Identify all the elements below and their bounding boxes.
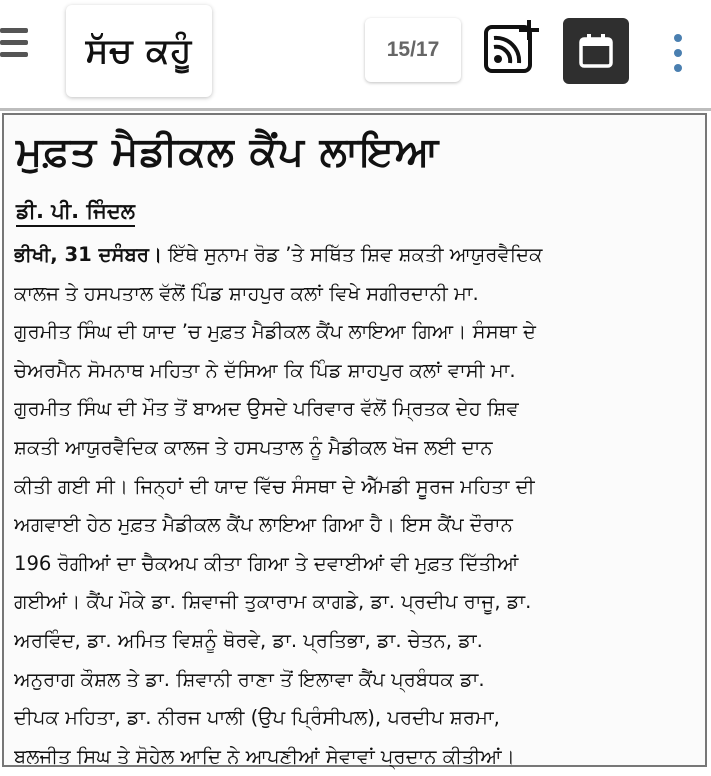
- logo-text: ਸੱਚ ਕਹੂੰ: [85, 31, 193, 71]
- article-line: ਭੀਖੀ, 31 ਦਸੰਬਰ। ਇੱਥੇ ਸੁਨਾਮ ਰੋਡ ’ਤੇ ਸਥਿੱਤ ਸ਼ਿਵ ਸ਼ਕਤੀ ਆਯੁਰਵੈਦਿਕ: [14, 243, 543, 266]
- article-body: [14, 236, 697, 776]
- more-vertical-icon[interactable]: [670, 34, 686, 80]
- article-dateline: ਭੀਖੀ, 31 ਦਸੰਬਰ।: [14, 243, 163, 266]
- article-headline: ਮੁਫ਼ਤ ਮੈਡੀਕਲ ਕੈਂਪ ਲਾਇਆ: [16, 129, 440, 175]
- article-line: ਗਈਆਂ। ਕੈਂਪ ਮੌਕੇ ਡਾ. ਸ਼ਿਵਾਜੀ ਤੁਕਾਰਾਮ ਕਾਗਡੇ, ਡਾ. ਪ੍ਰਦੀਪ ਰਾਜੂ, ਡਾ.: [14, 590, 532, 614]
- article-line: ਗੁਰਮੀਤ ਸਿੰਘ ਦੀ ਯਾਦ ’ਚ ਮੁਫ਼ਤ ਮੈਡੀਕਲ ਕੈਂਪ ਲਾਇਆ ਗਿਆ। ਸੰਸਥਾ ਦੇ: [14, 320, 537, 344]
- menu-icon[interactable]: [0, 28, 30, 60]
- article-line: ਦੀਪਕ ਮਹਿਤਾ, ਡਾ. ਨੀਰਜ ਪਾਲੀ (ਉਪ ਪ੍ਰਿੰਸੀਪਲ), ਪਰਦੀਪ ਸ਼ਰਮਾ,: [14, 706, 500, 730]
- article-line: ਅਨੁਰਾਗ ਕੌਸ਼ਲ ਤੇ ਡਾ. ਸ਼ਿਵਾਨੀ ਰਾਣਾ ਤੋਂ ਇਲਾਵਾ ਕੈਂਪ ਪ੍ਰਬੰਧਕ ਡਾ.: [14, 667, 485, 691]
- page-indicator-text: 15/17: [386, 38, 440, 61]
- article-line: ਅਗਵਾਈ ਹੇਠ ਮੁਫ਼ਤ ਮੈਡੀਕਲ ਕੈਂਪ ਲਾਇਆ ਗਿਆ ਹੈ। ਇਸ ਕੈਂਪ ਦੌਰਾਨ: [14, 513, 513, 537]
- page-indicator-button[interactable]: [365, 18, 461, 82]
- article-line: ਕੀਤੀ ਗਈ ਸੀ। ਜਿਨ੍ਹਾਂ ਦੀ ਯਾਦ ਵਿੱਚ ਸੰਸਥਾ ਦੇ ਐੱਮਡੀ ਸੂਰਜ ਮਹਿਤਾ ਦੀ: [14, 474, 535, 498]
- news-clipping: [2, 113, 707, 767]
- article-byline: ਡੀ. ਪੀ. ਜਿੰਦਲ: [16, 199, 135, 227]
- article-line: ਅਰਵਿੰਦ, ਡਾ. ਅਮਿਤ ਵਿਸ਼ਨੂੰ ਥੋਰਵੇ, ਡਾ. ਪ੍ਰਤਿਭਾ, ਡਾ. ਚੇਤਨ, ਡਾ.: [14, 628, 483, 652]
- rss-add-icon[interactable]: [483, 18, 543, 78]
- header-divider: [0, 108, 711, 111]
- article-line: ਬਲਜੀਤ ਸਿਘ ਤੇ ਸੋਹੇਲ ਆਦਿ ਨੇ ਆਪਣੀਆਂ ਸੇਵਾਵਾਂ ਪ੍ਰਦਾਨ ਕੀਤੀਆਂ।: [14, 744, 516, 768]
- article-line: ਗੁਰਮੀਤ ਸਿੰਘ ਦੀ ਮੌਤ ਤੋਂ ਬਾਅਦ ਉਸਦੇ ਪਰਿਵਾਰ ਵੱਲੋਂ ਮ੍ਰਿਤਕ ਦੇਹ ਸ਼ਿਵ: [14, 397, 519, 421]
- top-app-bar: [0, 0, 711, 108]
- article-line: ਸ਼ਕਤੀ ਆਯੁਰਵੈਦਿਕ ਕਾਲਜ ਤੇ ਹਸਪਤਾਲ ਨੂੰ ਮੈਡੀਕਲ ਖੋਜ ਲਈ ਦਾਨ: [14, 435, 493, 459]
- calendar-button[interactable]: [563, 18, 629, 84]
- article-line: 196 ਰੋਗੀਆਂ ਦਾ ਚੈਕਅਪ ਕੀਤਾ ਗਿਆ ਤੇ ਦਵਾਈਆਂ ਵੀ ਮੁਫ਼ਤ ਦਿੱਤੀਆਂ: [14, 551, 519, 575]
- article-line: ਚੇਅਰਮੈਨ ਸੋਮਨਾਥ ਮਹਿਤਾ ਨੇ ਦੱਸਿਆ ਕਿ ਪਿੰਡ ਸ਼ਾਹਪੁਰ ਕਲਾਂ ਵਾਸੀ ਮਾ.: [14, 358, 516, 382]
- calendar-icon: [577, 32, 615, 70]
- newspaper-logo[interactable]: [66, 5, 212, 97]
- article-line: ਕਾਲਜ ਤੇ ਹਸਪਤਾਲ ਵੱਲੋਂ ਪਿੰਡ ਸ਼ਾਹਪੁਰ ਕਲਾਂ ਵਿਖੇ ਸਗੀਰਦਾਨੀ ਮਾ.: [14, 281, 479, 305]
